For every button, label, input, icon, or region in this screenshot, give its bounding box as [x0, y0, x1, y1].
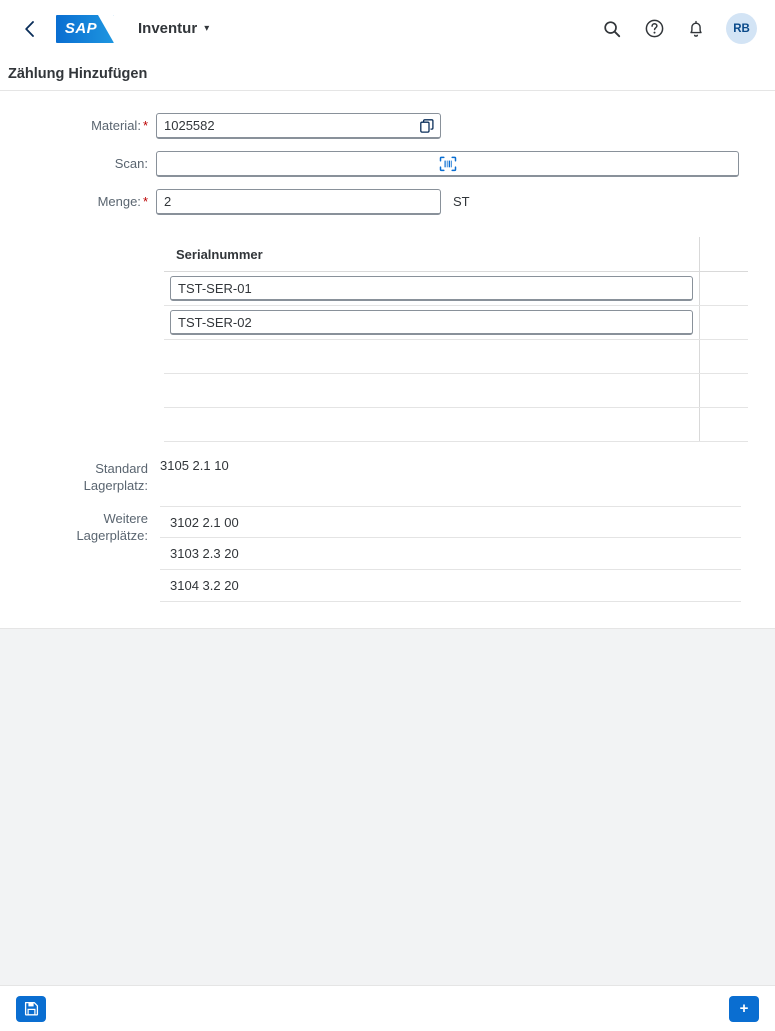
shellbar: [0, 0, 775, 58]
material-input[interactable]: [156, 113, 441, 139]
serial-cell: [164, 340, 699, 373]
serial-row-actions: [699, 272, 748, 305]
value-help-icon: [420, 119, 434, 133]
save-icon: [24, 1001, 39, 1016]
help-button[interactable]: [636, 11, 672, 47]
serial-number-table: [164, 237, 748, 442]
serial-row-actions: [699, 340, 748, 373]
standard-bin-field: [156, 456, 741, 473]
menge-field-wrap: [156, 189, 741, 215]
table-row[interactable]: [164, 272, 748, 306]
serial-input-5[interactable]: [170, 412, 693, 437]
serial-cell: [164, 306, 699, 339]
serial-cell: [164, 374, 699, 407]
menge-label-wrap: [8, 189, 156, 215]
search-icon: [603, 20, 621, 38]
material-row: [8, 113, 741, 139]
sap-logo-text: SAP: [64, 20, 98, 37]
scan-label-wrap: [8, 151, 156, 177]
table-row[interactable]: [164, 374, 748, 408]
add-button[interactable]: [729, 996, 759, 1022]
app-title-label: Inventur: [138, 20, 198, 37]
barcode-scanner-button[interactable]: [439, 156, 456, 171]
app-title-menu[interactable]: [138, 20, 209, 37]
standard-bin-label-line1: Standard: [95, 461, 148, 476]
scan-input[interactable]: [156, 151, 739, 177]
serial-cell: [164, 408, 699, 441]
standard-bin-row: [8, 456, 741, 494]
scan-row: [8, 151, 741, 177]
more-bins-label: [8, 506, 156, 544]
list-item[interactable]: 3104 3.2 20: [160, 570, 741, 602]
list-item[interactable]: 3102 2.1 00: [160, 506, 741, 538]
footer-toolbar: [0, 985, 775, 1031]
standard-bin-value: 3105 2.1 10: [160, 458, 229, 473]
serial-row-actions: [699, 306, 748, 339]
material-label-wrap: [8, 113, 156, 139]
chevron-left-icon: [24, 21, 35, 37]
standard-bin-label: [8, 456, 156, 494]
barcode-scanner-icon: [439, 156, 456, 171]
standard-bin-label-line2: Lagerplatz:: [83, 478, 148, 493]
list-item[interactable]: 3103 2.3 20: [160, 538, 741, 570]
material-label: Material:: [91, 118, 141, 133]
page-title: Zählung Hinzufügen: [8, 66, 148, 82]
serial-input-3[interactable]: [170, 344, 693, 369]
scan-label: Scan:: [114, 156, 148, 171]
material-value-help-button[interactable]: [414, 114, 440, 138]
plus-icon: +: [739, 1000, 749, 1017]
more-bins-list: [160, 506, 741, 602]
serial-row-actions: [699, 374, 748, 407]
material-required-marker: *: [142, 118, 148, 133]
search-button[interactable]: [594, 11, 630, 47]
serial-input-2[interactable]: TST-SER-02: [170, 310, 693, 335]
menge-label: Menge:: [97, 194, 141, 209]
bell-icon: [687, 19, 705, 38]
table-row[interactable]: [164, 306, 748, 340]
notifications-button[interactable]: [678, 11, 714, 47]
content-area: [0, 91, 775, 985]
question-mark-circle-icon: [645, 19, 664, 38]
menge-input[interactable]: [156, 189, 441, 215]
chevron-down-icon: ▾: [204, 23, 210, 34]
table-row[interactable]: [164, 340, 748, 374]
menge-input-value: 2: [164, 193, 172, 209]
avatar-initials: RB: [733, 22, 750, 35]
avatar[interactable]: [726, 13, 757, 44]
menge-row: [8, 189, 741, 215]
menge-unit-label: ST: [453, 194, 470, 209]
serial-cell: [164, 272, 699, 305]
serial-row-actions: [699, 408, 748, 441]
scan-field-wrap: [156, 151, 741, 177]
menge-required-marker: *: [142, 194, 148, 209]
more-bins-label-line1: Weitere: [103, 511, 148, 526]
serial-table-header-actions: [699, 237, 748, 271]
serial-table-header: [164, 237, 748, 272]
more-bins-label-line2: Lagerplätze:: [76, 528, 148, 543]
material-field-wrap: [156, 113, 741, 139]
more-bins-row: [8, 506, 741, 602]
serial-input-1[interactable]: TST-SER-01: [170, 276, 693, 301]
count-form-card: [0, 91, 775, 629]
table-row[interactable]: [164, 408, 748, 442]
serial-column-header: Serialnummer: [176, 246, 263, 262]
sap-logo[interactable]: [56, 15, 114, 43]
material-input-value: 1025582: [164, 117, 215, 133]
back-button[interactable]: [12, 12, 46, 46]
serial-input-4[interactable]: [170, 378, 693, 403]
page-title-bar: [0, 58, 775, 91]
save-button[interactable]: [16, 996, 46, 1022]
